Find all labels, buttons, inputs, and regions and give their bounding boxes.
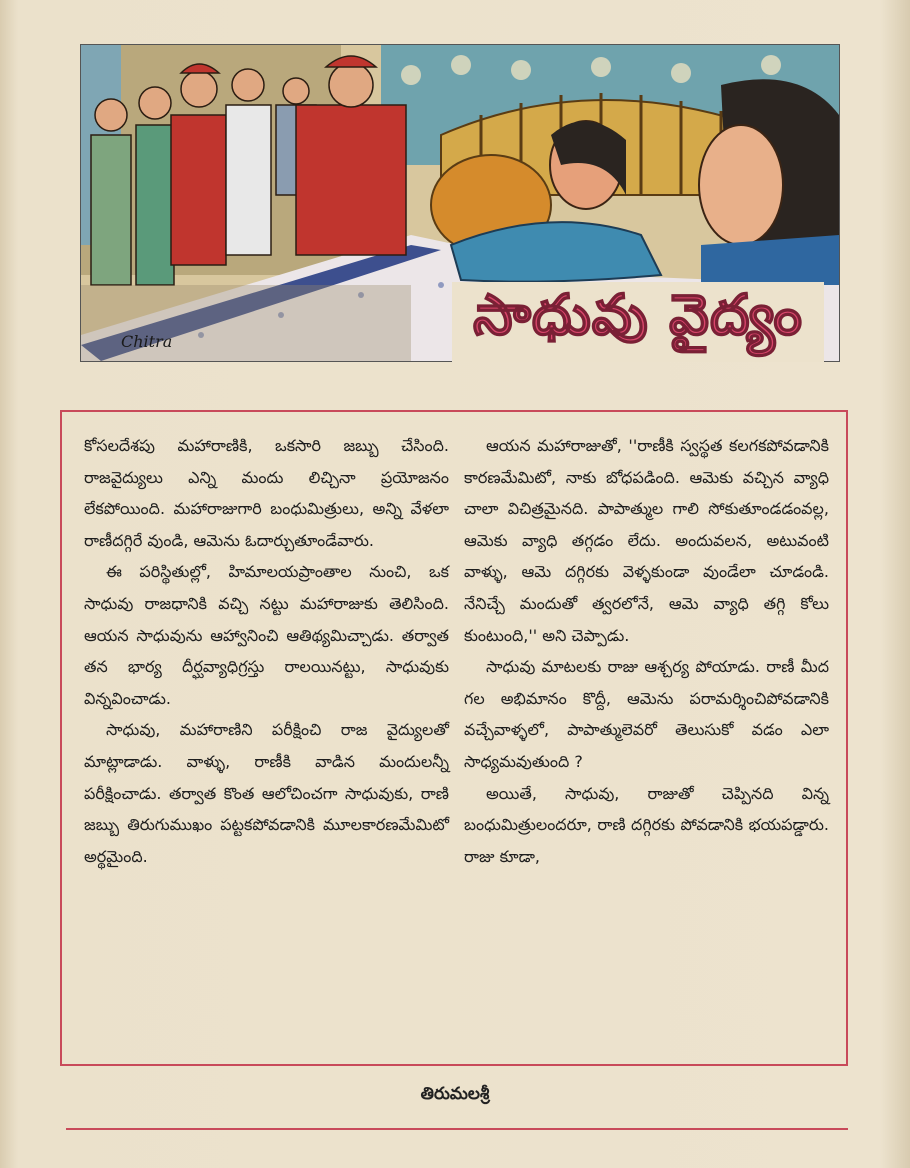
bottom-divider [66,1128,848,1130]
author-name: తిరుమలశ్రీ [420,1084,490,1104]
paragraph: ఆయన మహారాజుతో, ''రాణీకి స్వస్థత కలగకపోవడానికి కారణమేమిటో, నాకు బోధపడింది. ఆమెకు వచ్చిన వ్యాధి చాలా విచిత్రమైనది. పాపాత్ముల గాలి సోకుతూండడంవల్ల, ఆమెకు వ్యాధి తగ్గడం లేదు. అందువలన, అటువంటి వాళ్ళు, ఆమె దగ్గిరకు వెళ్ళకుండా వుండేలా చూడండి. నేనిచ్చే మందుతో త్వరలోనే, ఆమె వ్యాధి తగ్గి కోలు కుంటుంది,'' అని చెప్పాడు. [464,436,829,645]
paragraph: కోసలదేశపు మహారాణికి, ఒకసారి జబ్బు చేసింది. రాజవైద్యులు ఎన్ని మందు లిచ్చినా ప్రయోజనం లేకపోయింది. మహారాజుగారి బంధుమిత్రులు, అన్ని వేళలా రాణీదగ్గిరే వుండి, ఆమెను ఓదార్చుతూండేవారు. [84,436,449,550]
paragraph: సాధువు, మహారాణిని పరీక్షించి రాజ వైద్యులతో మాట్లాడాడు. వాళ్ళు, రాణీకి వాడిన మందులన్నీ పరీక్షించాడు. తర్వాత కొంత ఆలోచించగా సాధువుకు, రాణి జబ్బు తిరుగుముఖం పట్టకపోవడానికి మూలకారణమేమిటో అర్థమైంది. [84,720,449,866]
left-column [84,430,449,872]
artist-signature: Chitra [121,332,173,351]
paragraph: ఈ పరిస్థితుల్లో, హిమాలయప్రాంతాల నుంచి, ఒక సాధువు రాజధానికి వచ్చి నట్టు మహారాజుకు తెలిసింది. ఆయన సాధువును ఆహ్వానించి ఆతిథ్యమిచ్చాడు. తర్వాత తన భార్య దీర్ఘవ్యాధిగ్రస్తు రాలయినట్టు, సాధువుకు విన్నవించాడు. [84,562,449,708]
story-title: సాధువు వైద్యం [452,282,824,362]
paragraph: సాధువు మాటలకు రాజు ఆశ్చర్య పోయాడు. రాణీ మీద గల అభిమానం కొద్దీ, ఆమెను పరామర్శించిపోవడానికి వచ్చేవాళ్ళలో, పాపాత్ములెవరో తెలుసుకో వడం ఎలా సాధ్యమవుతుంది ? [464,657,829,771]
text-frame [60,410,848,1066]
paragraph: అయితే, సాధువు, రాజుతో చెప్పినది విన్న బంధుమిత్రులందరూ, రాణి దగ్గిరకు పోవడానికి భయపడ్డారు. రాజు కూడా, [464,783,829,866]
right-column [464,430,829,872]
